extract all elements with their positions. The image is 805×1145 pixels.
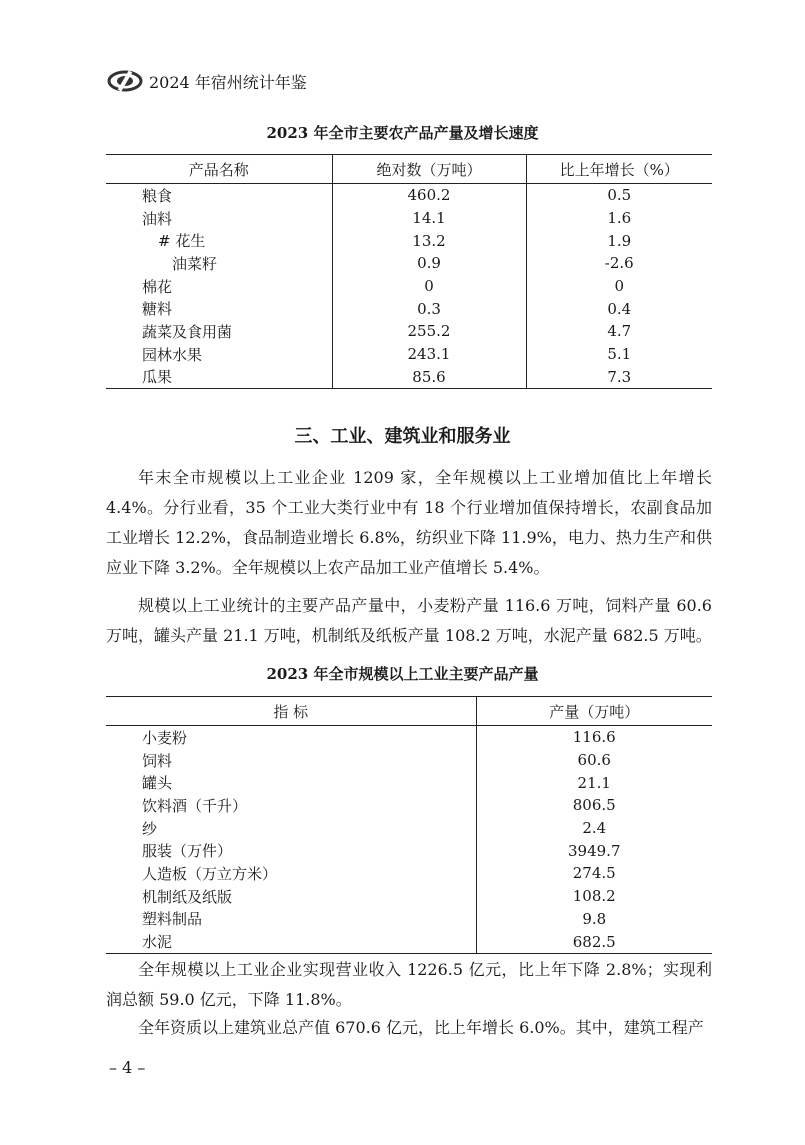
section-heading: 三、工业、建筑业和服务业 [294,426,511,447]
paragraph-industry-overview: 年末全市规模以上工业企业 1209 家，全年规模以上工业增加值比上年增长 4.4%。分行业看，35 个工业大类行业中有 18 个行业增加值保持增长，农副食品加工业增长 12.2%，食品制造业增长 6.8%，纺织业下降 11.9%，电力、热力生产和供应业下降 3.2%。全年规模以上农产品加工业产值增长 5.4%。 [106,468,712,577]
product-name-cell: 糖料 [142,300,173,319]
paragraph-construction: 全年资质以上建筑业总产值 670.6 亿元，比上年增长 6.0%。其中，建筑工程产 [138,1018,704,1037]
indicator-name-cell: 饲料 [142,751,173,770]
product-name-cell: # 花生 [158,232,206,251]
indicator-name-cell: 塑料制品 [142,910,203,929]
indicator-name-cell: 水泥 [142,933,173,952]
output-value-cell: 108.2 [476,885,712,908]
absolute-value-cell: 14.1 [332,207,526,230]
table-header-row [106,697,712,726]
indicator-name-cell: 罐头 [142,774,173,793]
product-name-cell: 瓜果 [142,368,173,387]
product-name-cell: 粮食 [142,186,173,205]
table-row [106,343,712,366]
table-row [106,207,712,230]
table-row [106,726,712,749]
table-row [106,885,712,908]
table-row [106,275,712,298]
table1-title: 2023 年全市主要农产品产量及增长速度 [266,124,539,142]
indicator-name-cell: 纱 [142,819,158,838]
product-name-cell: 园林水果 [142,345,203,364]
output-value-cell: 682.5 [476,930,712,953]
column-header: 产量（万吨） [476,697,712,726]
table-row [106,862,712,885]
page-number: – 4 – [109,1058,146,1077]
column-header: 比上年增长（%） [526,155,712,184]
table-row [106,366,712,389]
output-value-cell: 2.4 [476,817,712,840]
indicator-name-cell: 人造板（万立方米） [142,864,278,883]
indicator-name-cell: 机制纸及纸版 [142,887,233,906]
column-header: 产品名称 [188,160,249,179]
product-name-cell: 油菜籽 [172,254,218,273]
agri-products-table [106,154,712,389]
growth-rate-cell: 0 [526,275,712,298]
paragraph-revenue-profit: 全年规模以上工业企业实现营业收入 1226.5 亿元，比上年下降 2.8%；实现利润总额 59.0 亿元，下降 11.8%。 [106,960,712,1009]
product-name-cell: 油料 [142,209,173,228]
table-row [106,817,712,840]
growth-rate-cell: 5.1 [526,343,712,366]
indicator-name-cell: 服装（万件） [142,842,233,861]
table-row [106,252,712,275]
absolute-value-cell: 85.6 [332,366,526,389]
column-header: 绝对数（万吨） [332,155,526,184]
product-name-cell: 蔬菜及食用菌 [142,322,233,341]
table-row [106,229,712,252]
table-header-row [106,155,712,184]
table-row [106,794,712,817]
output-value-cell: 116.6 [476,726,712,749]
paragraph-product-output: 规模以上工业统计的主要产品产量中，小麦粉产量 116.6 万吨，饲料产量 60.6 万吨，罐头产量 21.1 万吨，机制纸及纸板产量 108.2 万吨，水泥产量 682.5 万吨。 [106,596,712,645]
growth-rate-cell: 7.3 [526,366,712,389]
growth-rate-cell: 0.5 [526,184,712,207]
product-name-cell: 棉花 [142,277,173,296]
table-row [106,320,712,343]
absolute-value-cell: 460.2 [332,184,526,207]
absolute-value-cell: 243.1 [332,343,526,366]
output-value-cell: 9.8 [476,908,712,931]
header-title: 2024 年宿州统计年鉴 [149,72,307,92]
growth-rate-cell: 1.9 [526,229,712,252]
absolute-value-cell: 255.2 [332,320,526,343]
growth-rate-cell: 0.4 [526,297,712,320]
output-value-cell: 3949.7 [476,839,712,862]
industrial-products-table [106,696,712,954]
table2-title: 2023 年全市规模以上工业主要产品产量 [266,665,539,683]
running-header [107,66,307,96]
absolute-value-cell: 0 [332,275,526,298]
growth-rate-cell: 1.6 [526,207,712,230]
table-row [106,184,712,207]
table-row [106,771,712,794]
indicator-name-cell: 小麦粉 [142,728,188,747]
table-row [106,297,712,320]
table-row [106,749,712,772]
yearbook-logo-icon [107,70,143,92]
indicator-name-cell: 饮料酒（千升） [142,796,248,815]
output-value-cell: 806.5 [476,794,712,817]
output-value-cell: 21.1 [476,771,712,794]
output-value-cell: 274.5 [476,862,712,885]
table-row [106,839,712,862]
absolute-value-cell: 0.9 [332,252,526,275]
column-header: 指 标 [273,702,309,721]
growth-rate-cell: -2.6 [526,252,712,275]
growth-rate-cell: 4.7 [526,320,712,343]
absolute-value-cell: 0.3 [332,297,526,320]
table-row [106,908,712,931]
output-value-cell: 60.6 [476,749,712,772]
absolute-value-cell: 13.2 [332,229,526,252]
table-row [106,930,712,953]
